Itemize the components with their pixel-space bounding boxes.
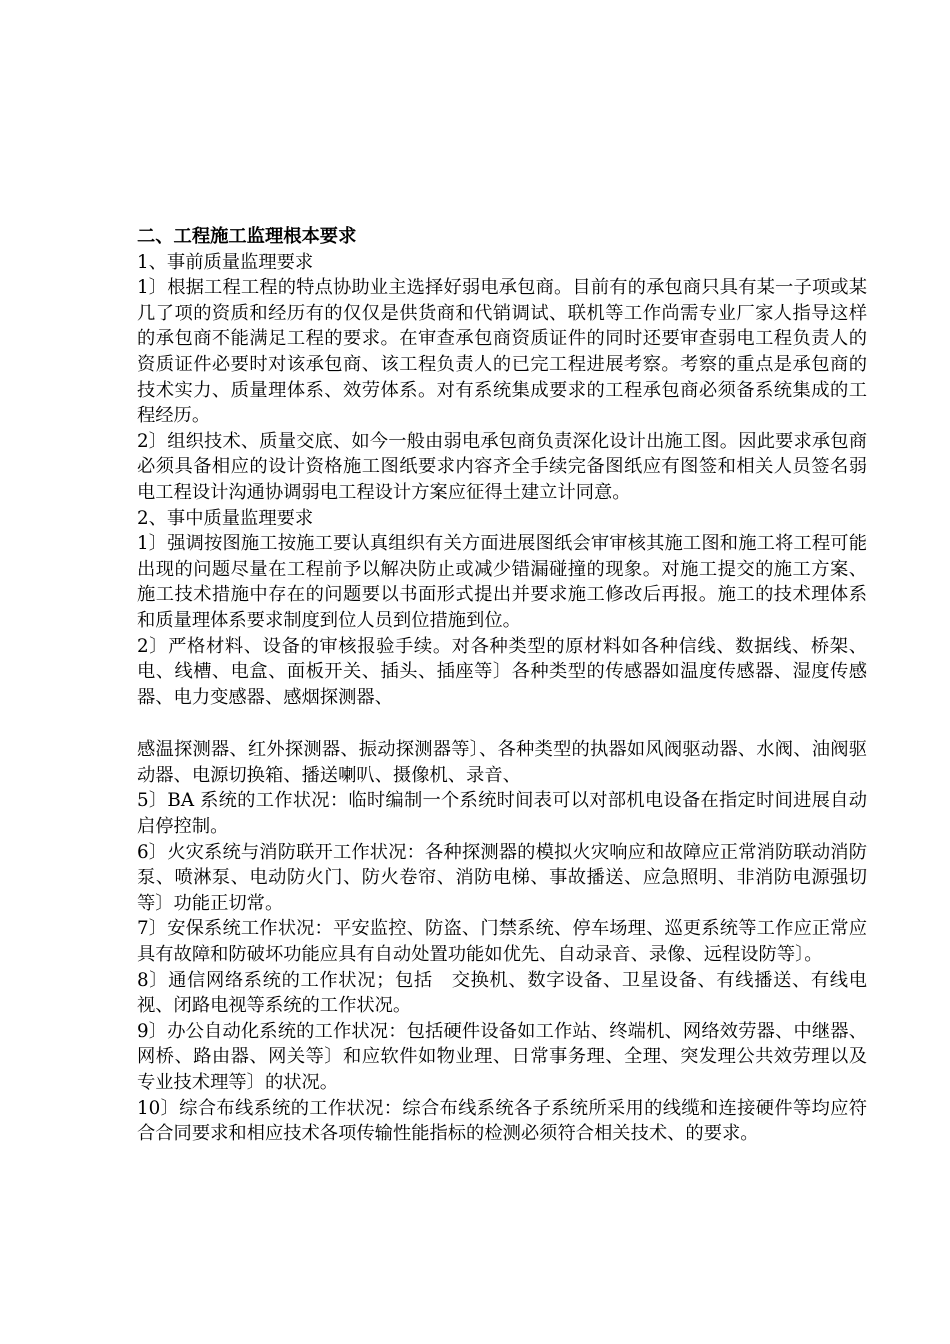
paragraph-fire-system: 6〕火灾系统与消防联开工作状况：各种探测器的模拟火灾响应和故障应正常消防联动消防泵、喷淋泵、电动防火门、防火卷帘、消防电梯、事故播送、应急照明、非消防电源强切等〕功能正切常。	[137, 841, 867, 914]
subsection-title-in-construction: 2、事中质量监理要求	[137, 507, 314, 529]
paragraph-communication-network: 8〕通信网络系统的工作状况；包括 交换机、数字设备、卫星设备、有线播送、有线电视、闭路电视等系统的工作状况。	[137, 969, 867, 1017]
subsection-title-pre-construction: 1、事前质量监理要求	[137, 251, 314, 273]
paragraph-detector-list: 感温探测器、红外探测器、振动探测器等〕、各种类型的执器如风阀驱动器、水阀、油阀驱动器、电源切换箱、播送喇叭、摄像机、录音、	[137, 739, 867, 786]
paragraph-office-automation: 9〕办公自动化系统的工作状况：包括硬件设备如工作站、终端机、网络效劳器、中继器、网桥、路由器、网关等〕和应软件如物业理、日常事务理、全理、突发理公共效劳理以及专业技术理等〕的状况。	[137, 1020, 867, 1093]
paragraph-construction-drawings: 1〕强调按图施工按施工要认真组织有关方面进展图纸会审审核其施工图和施工将工程可能出现的问题尽量在工程前予以解决防止或减少错漏碰撞的现象。对施工提交的施工方案、施工技术措施中存在的问题要以书面形式提出并要求施工修改后再报。施工的技术理体系和质量理体系要求制度到位人员到位措施到位。	[137, 533, 867, 631]
document-page	[137, 224, 867, 1147]
paragraph-security-system: 7〕安保系统工作状况：平安监控、防盗、门禁系统、停车场理、巡更系统等工作应正常应具有故障和防破坏功能应具有自动处置功能如优先、自动录音、录像、远程设防等〕。	[137, 918, 867, 966]
page-break-gap	[137, 710, 867, 737]
paragraph-technical-briefing: 2〕组织技术、质量交底、如今一般由弱电承包商负责深化设计出施工图。因此要求承包商必须具备相应的设计资格施工图纸要求内容齐全手续完备图纸应有图签和相关人员签名弱电工程设计沟通协调弱电工程设计方案应征得土建立计同意。	[137, 430, 867, 503]
paragraph-material-inspection: 2〕严格材料、设备的审核报验手续。对各种类型的原材料如各种信线、数据线、桥架、电、线槽、电盒、面板开关、插头、插座等〕各种类型的传感器如温度传感器、湿度传感器、电力变感器、感烟探测器、	[137, 635, 867, 708]
paragraph-contractor-selection: 1〕根据工程工程的特点协助业主选择好弱电承包商。目前有的承包商只具有某一子项或某几了项的资质和经历有的仅仅是供货商和代销调试、联机等工作尚需专业厂家人指导这样的承包商不能满足工程的要求。在审查承包商资质证件的同时还要审查弱电工程负责人的资质证件必要时对该承包商、该工程负责人的已完工程进展考察。考察的重点是承包商的技术实力、质量理体系、效劳体系。对有系统集成要求的工程承包商必须备系统集成的工程经历。	[137, 277, 867, 427]
paragraph-structured-cabling: 10〕综合布线系统的工作状况：综合布线系统各子系统所采用的线缆和连接硬件等均应符合合同要求和相应技术各项传输性能指标的检测必须符合相关技术、的要求。	[137, 1097, 867, 1145]
section-heading: 二、工程施工监理根本要求	[137, 226, 357, 247]
paragraph-ba-system: 5〕BA 系统的工作状况：临时编制一个系统时间表可以对部机电设备在指定时间进展自动启停控制。	[137, 790, 867, 838]
